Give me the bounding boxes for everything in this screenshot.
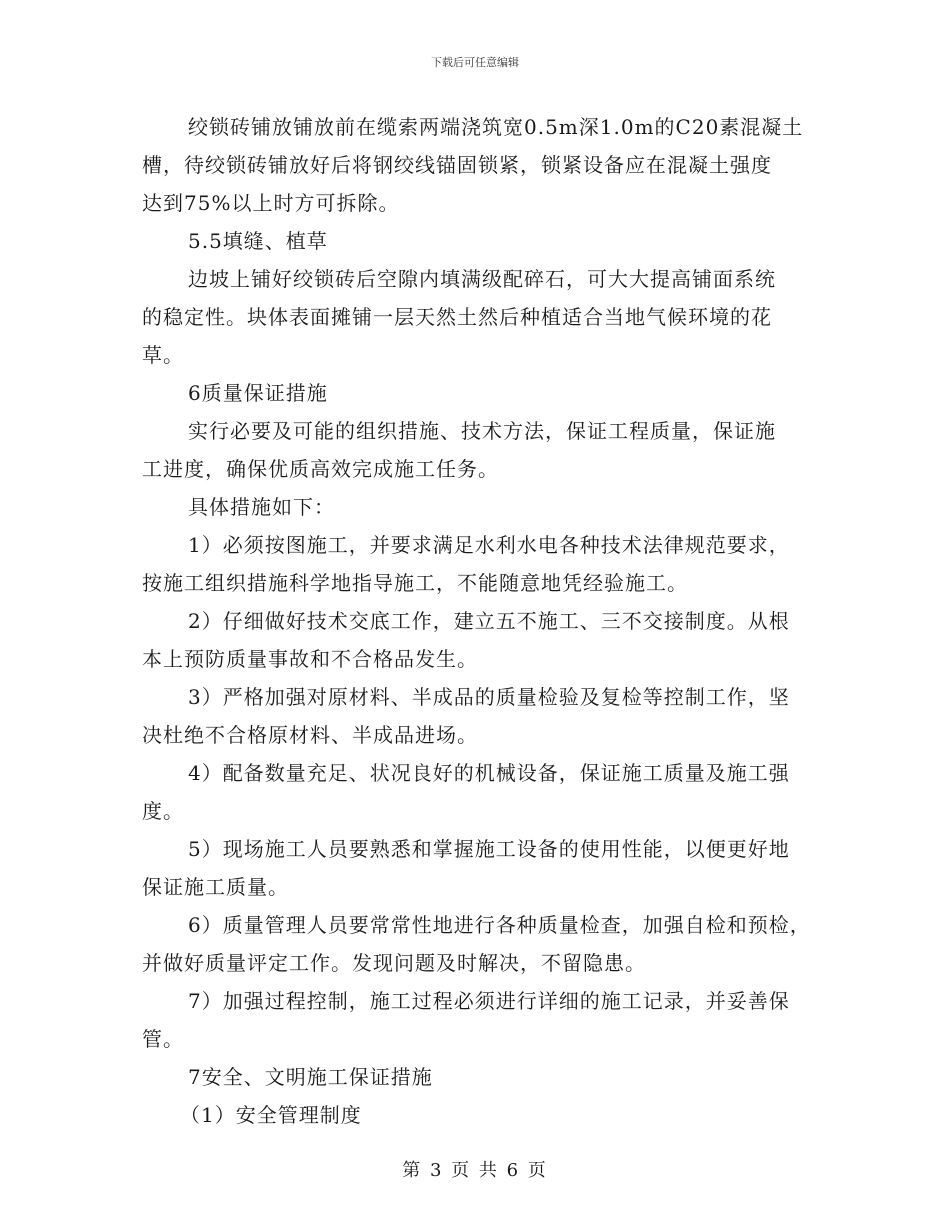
section-heading: 7安全、文明施工保证措施	[188, 1065, 433, 1089]
list-item-line: 2）仔细做好技术交底工作，建立五不施工、三不交接制度。从根	[188, 609, 790, 633]
paragraph-line: 具体措施如下：	[188, 495, 335, 519]
paragraph-line: 绞锁砖铺放铺放前在缆索两端浇筑宽0.5m深1.0m的C20素混凝土	[188, 115, 804, 139]
list-item-line: 5）现场施工人员要熟悉和掌握施工设备的使用性能，以便更好地	[188, 837, 790, 861]
list-item-line: 3）严格加强对原材料、半成品的质量检验及复检等控制工作，坚	[188, 685, 790, 709]
paragraph-line: 的稳定性。块体表面摊铺一层天然土然后种植适合当地气候环境的花	[142, 305, 772, 329]
list-item-line: 7）加强过程控制，施工过程必须进行详细的施工记录，并妥善保	[188, 989, 790, 1013]
list-item-line: 决杜绝不合格原材料、半成品进场。	[142, 723, 478, 747]
list-item-line: 并做好质量评定工作。发现问题及时解决，不留隐患。	[142, 951, 646, 975]
list-item-line: 6）质量管理人员要常常性地进行各种质量检查，加强自检和预检，	[188, 913, 811, 937]
paragraph-line: 边坡上铺好绞锁砖后空隙内填满级配碎石，可大大提高铺面系统	[188, 267, 776, 291]
paragraph-line: 槽，待绞锁砖铺放好后将钢绞线锚固锁紧，锁紧设备应在混凝土强度	[142, 153, 772, 177]
page-number: 第 3 页 共 6 页	[402, 1160, 548, 1181]
paragraph-line: 实行必要及可能的组织措施、技术方法，保证工程质量，保证施	[188, 419, 776, 443]
list-item-line: 管。	[142, 1027, 184, 1051]
list-item-line: 度。	[142, 799, 184, 823]
section-heading: 6质量保证措施	[188, 381, 328, 405]
list-item-line: 按施工组织措施科学地指导施工，不能随意地凭经验施工。	[142, 571, 688, 595]
page-header: 下载后可任意编辑	[431, 56, 519, 69]
list-item-line: 保证施工质量。	[142, 875, 289, 899]
list-item-line: 4）配备数量充足、状况良好的机械设备，保证施工质量及施工强	[188, 761, 790, 785]
paragraph-line: 草。	[142, 343, 184, 367]
paragraph-line: 达到75%以上时方可拆除。	[142, 191, 400, 215]
list-item-line: 本上预防质量事故和不合格品发生。	[142, 647, 478, 671]
subsection-heading: （1）安全管理制度	[180, 1103, 362, 1127]
paragraph-line: 工进度，确保优质高效完成施工任务。	[142, 457, 499, 481]
list-item-line: 1）必须按图施工，并要求满足水利水电各种技术法律规范要求，	[188, 533, 790, 557]
section-heading: 5.5填缝、植草	[188, 229, 328, 253]
